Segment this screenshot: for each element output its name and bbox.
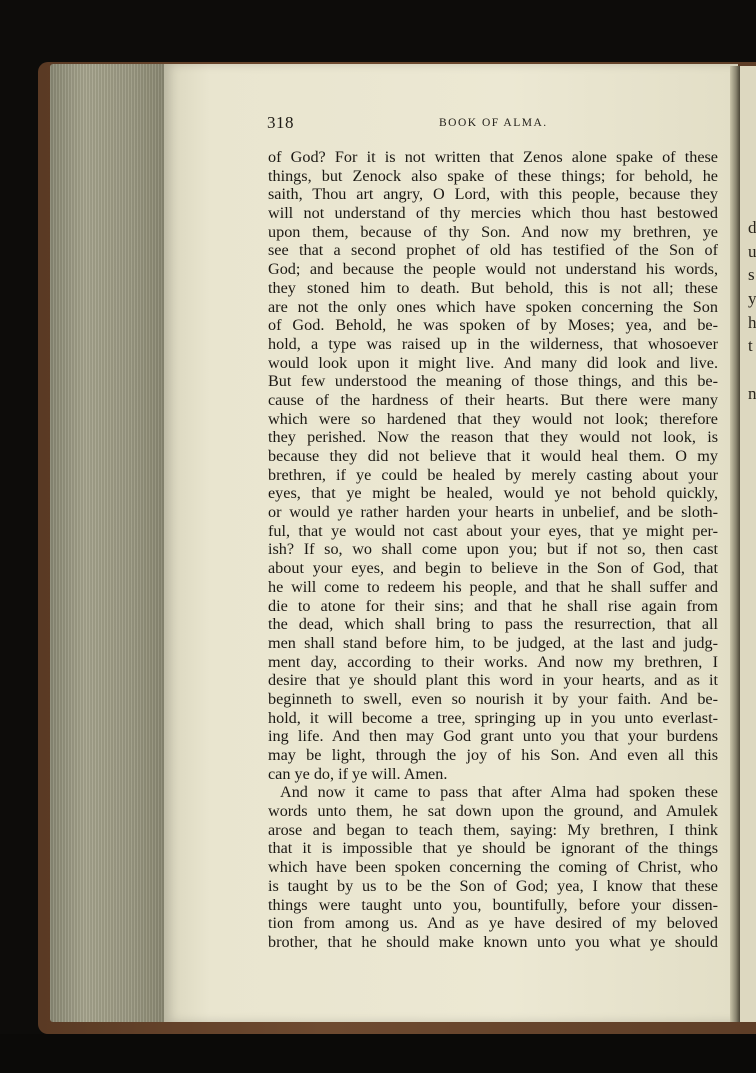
text-line: desire that ye should plant this word in your hearts, and as it (268, 671, 718, 690)
facing-page-letter (748, 974, 756, 998)
text-line: And now it came to pass that after Alma had spoken these (280, 783, 718, 802)
facing-page-letter (748, 785, 756, 809)
facing-page-letter (748, 950, 756, 974)
facing-page-letter (748, 595, 756, 619)
bottom-shadow (0, 1034, 756, 1073)
text-line: see that a second prophet of old has testified of the Son of (268, 241, 718, 260)
text-line: are not the only ones which have spoken concerning the Son (268, 297, 718, 316)
text-line: may be light, through the joy of his Son. And even all this (268, 746, 718, 764)
facing-page-letter (748, 761, 756, 785)
text-line: brethren, if ye could be healed by merely casting about your (268, 465, 718, 484)
text-line: about your eyes, and begin to believe in the Son of God, that (268, 559, 718, 578)
facing-page-edge (740, 66, 756, 1022)
facing-page-letter (748, 832, 756, 856)
facing-page-letter (748, 1021, 756, 1022)
text-line: things, but Zenock also spake of these things; for behold, he (268, 166, 718, 185)
facing-page-letters (748, 216, 756, 1022)
page-number: 318 (267, 113, 294, 132)
text-line: can ye do, if ye will. Amen. (268, 764, 448, 783)
facing-page-letter (748, 453, 756, 477)
text-line: they perished. Now the reason that they would not look, is (268, 428, 718, 447)
facing-page-letter: h (748, 312, 756, 332)
text-line: of God. Behold, he was spoken of by Moses; yea, and be- (268, 316, 718, 335)
facing-page-letter: n (748, 383, 756, 403)
text-line: things were taught unto you, bountifully, before your dissen- (268, 895, 718, 914)
facing-page-letter (748, 808, 756, 832)
facing-page-letter (748, 856, 756, 880)
facing-page-letter (748, 642, 756, 666)
facing-page-letter (748, 998, 756, 1022)
facing-page-letter (748, 406, 756, 430)
text-line: But few understood the meaning of those things, and this be- (268, 372, 718, 391)
facing-page-letter (748, 737, 756, 761)
text-line: that it is impossible that ye should be ignorant of the things (268, 839, 718, 858)
facing-page-letter (748, 429, 756, 453)
text-line: saith, Thou art angry, O Lord, with this people, because they (268, 185, 718, 204)
facing-page-letter: t (748, 336, 753, 356)
facing-page-letter: s (748, 265, 755, 285)
text-line: arose and began to teach them, saying: My brethren, I think (268, 820, 718, 839)
text-line: upon them, because of thy Son. And now my brethren, ye (268, 222, 718, 241)
facing-page-letter (748, 619, 756, 643)
text-line: ing life. And then may God grant unto you that your burdens (268, 727, 718, 746)
facing-page-letter: d (748, 218, 756, 237)
facing-page-letter (748, 500, 756, 524)
text-line: hold, a type was raised up in the wilderness, that whosoever (268, 334, 718, 353)
text-line: eyes, that ye might be healed, would ye not behold quickly, (268, 484, 718, 503)
facing-page-letter (748, 666, 756, 690)
text-line: will not understand of thy mercies which thou hast bestowed (268, 204, 718, 223)
facing-page-letter (748, 477, 756, 501)
text-line: which have been spoken concerning the coming of Christ, who (268, 858, 718, 877)
facing-page-letter (748, 548, 756, 572)
text-line: because they did not believe that it would heal them. O my (268, 447, 718, 465)
text-line: die to atone for their sins; and that he shall rise again from (268, 596, 718, 615)
facing-page-letter (748, 524, 756, 548)
page-header (267, 113, 717, 137)
text-line: he will come to redeem his people, and that he shall suffer and (268, 577, 718, 596)
text-line: hold, it will become a tree, springing up in you unto everlast- (268, 708, 718, 727)
facing-page-letter (748, 927, 756, 951)
text-line: words unto them, he sat down upon the ground, and Amulek (268, 802, 718, 821)
text-line: ment day, according to their works. And now my brethren, I (268, 652, 718, 671)
text-line: or would ye rather harden your hearts in unbelief, and be sloth- (268, 503, 718, 522)
text-line: is taught by us to be the Son of God; yea, I know that these (268, 876, 718, 895)
text-line: the dead, which shall bring to pass the resurrection, that all (268, 615, 718, 634)
facing-page-letter: y (748, 289, 756, 309)
text-line: God; and because the people would not understand his words, (268, 260, 718, 279)
facing-page-letter (748, 690, 756, 714)
book-gutter (730, 66, 740, 1022)
text-line: ish? If so, wo shall come upon you; but if not so, then cast (268, 540, 718, 559)
facing-page-letter (748, 571, 756, 595)
text-line: they stoned him to death. But behold, this is not all; these (268, 278, 718, 297)
text-line: brother, that he should make known unto you what ye should (268, 932, 718, 951)
facing-page-letter: u (748, 241, 756, 261)
text-line: beginneth to swell, even so nourish it by your faith. And be- (268, 689, 718, 708)
page-edges (50, 64, 166, 1022)
facing-page-letter (748, 358, 756, 382)
text-line: would look upon it might live. And many did look and live. (268, 353, 718, 372)
facing-page-letter (748, 879, 756, 903)
body-text (268, 148, 718, 952)
text-line: which were so hardened that they would not look; therefore (268, 409, 718, 428)
text-line: men shall stand before him, to be judged, at the last and judg- (268, 633, 718, 652)
facing-page-letter (748, 903, 756, 927)
text-line: cause of the hardness of their hearts. But there were many (268, 390, 718, 409)
text-line: of God? For it is not written that Zenos alone spake of these (268, 148, 718, 166)
text-line: tion from among us. And as ye have desired of my beloved (268, 914, 718, 933)
facing-page-letter (748, 713, 756, 737)
text-line: ful, that ye would not cast about your eyes, that ye might per- (268, 521, 718, 540)
running-head: BOOK OF ALMA. (439, 117, 548, 129)
